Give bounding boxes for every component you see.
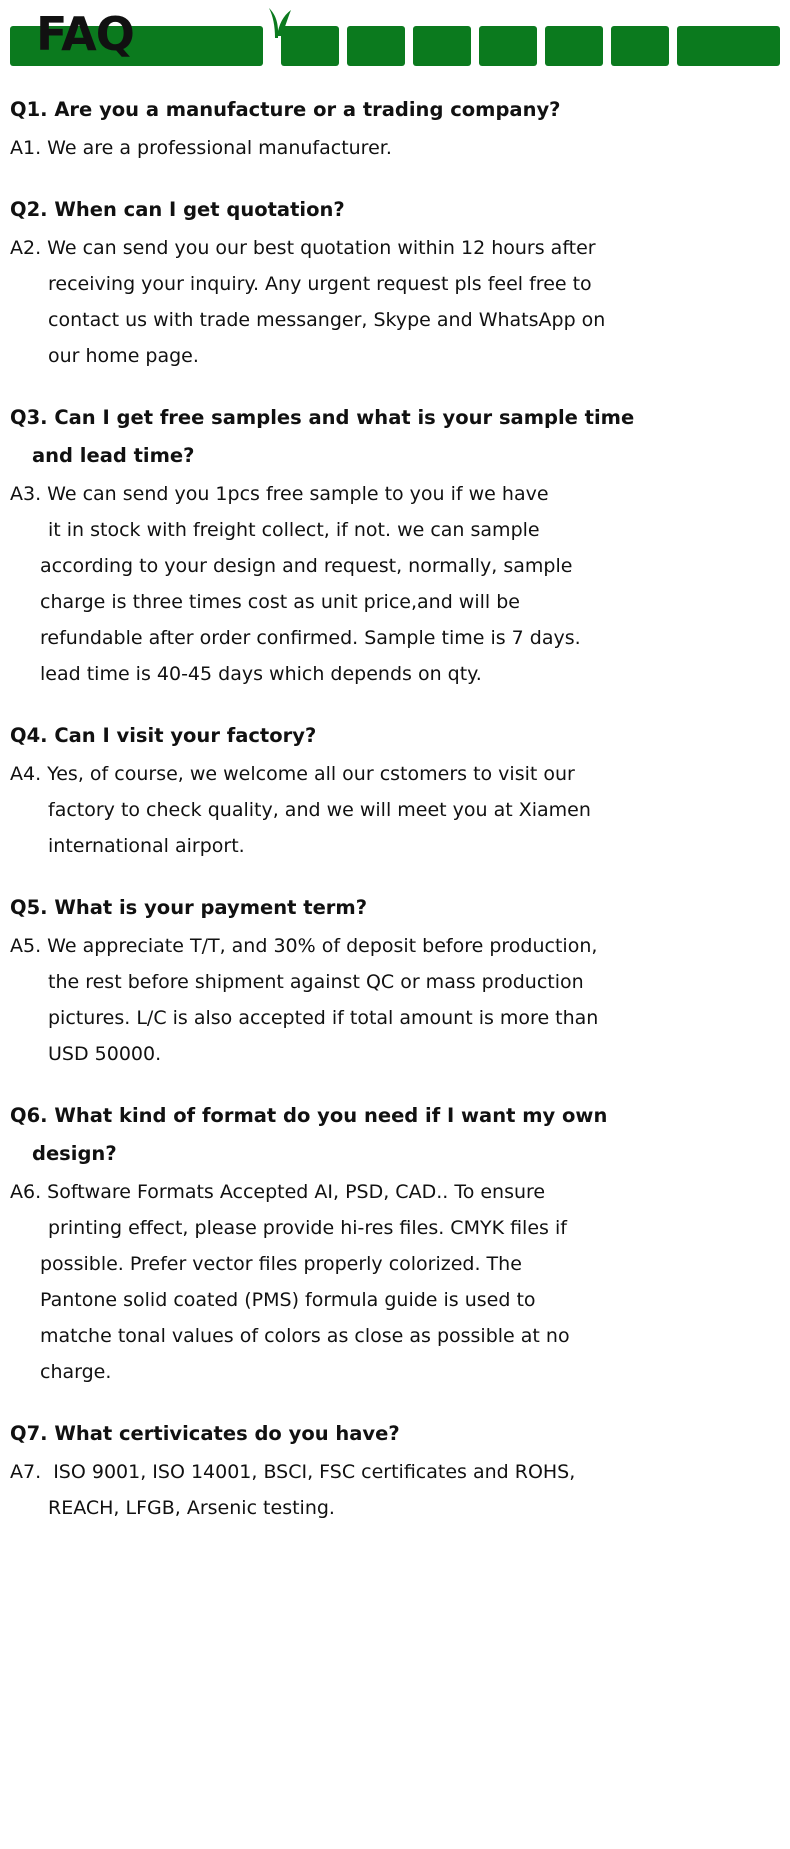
faq-question: Q5. What is your payment term? — [10, 896, 368, 919]
faq-answer-line: refundable after order confirmed. Sample time is 7 days. — [40, 627, 581, 649]
faq-item — [10, 718, 780, 864]
bamboo-segment — [479, 26, 537, 66]
faq-question: Q6. What kind of format do you need if I want my own — [10, 1104, 608, 1127]
faq-answer-line: it in stock with freight collect, if not. we can sample — [48, 519, 540, 541]
faq-question: Q1. Are you a manufacture or a trading company? — [10, 98, 561, 121]
faq-item — [10, 890, 780, 1072]
faq-answer-line: contact us with trade messanger, Skype and WhatsApp on — [48, 309, 606, 331]
faq-answer-line: pictures. L/C is also accepted if total amount is more than — [48, 1007, 599, 1029]
faq-answer-line: factory to check quality, and we will meet you at Xiamen — [48, 799, 591, 821]
page-title: FAQ — [36, 7, 134, 61]
faq-answer-line: our home page. — [48, 345, 199, 367]
faq-answer-line: lead time is 40-45 days which depends on qty. — [40, 663, 482, 685]
faq-question: Q2. When can I get quotation? — [10, 198, 345, 221]
faq-answer: A6. Software Formats Accepted AI, PSD, CAD.. To ensure — [10, 1181, 546, 1203]
bamboo-segment — [413, 26, 471, 66]
faq-item — [10, 192, 780, 374]
faq-question: Q3. Can I get free samples and what is your sample time — [10, 406, 635, 429]
faq-answer-line: according to your design and request, normally, sample — [40, 555, 573, 577]
bamboo-segment — [347, 26, 405, 66]
faq-answer-line: REACH, LFGB, Arsenic testing. — [48, 1497, 335, 1519]
faq-item — [10, 1098, 780, 1390]
faq-answer: A3. We can send you 1pcs free sample to you if we have — [10, 483, 549, 505]
faq-answer-line: possible. Prefer vector files properly colorized. The — [40, 1253, 522, 1275]
faq-answer-line: charge. — [40, 1361, 112, 1383]
faq-answer-line: matche tonal values of colors as close as possible at no — [40, 1325, 570, 1347]
faq-item — [10, 400, 780, 692]
faq-list — [0, 70, 790, 1556]
faq-answer-line: international airport. — [48, 835, 245, 857]
faq-answer: A2. We can send you our best quotation within 12 hours after — [10, 237, 596, 259]
faq-question-line: and lead time? — [32, 444, 195, 467]
faq-answer: A4. Yes, of course, we welcome all our cstomers to visit our — [10, 763, 575, 785]
faq-answer: A7. ISO 9001, ISO 14001, BSCI, FSC certificates and ROHS, — [10, 1461, 576, 1483]
faq-question-line: design? — [32, 1142, 117, 1165]
faq-header-banner — [0, 8, 790, 70]
faq-question: Q4. Can I visit your factory? — [10, 724, 317, 747]
bamboo-segment — [611, 26, 669, 66]
faq-answer-line: charge is three times cost as unit price,and will be — [40, 591, 520, 613]
faq-answer-line: USD 50000. — [48, 1043, 162, 1065]
bamboo-leaf-icon — [255, 8, 295, 38]
faq-answer-line: printing effect, please provide hi-res files. CMYK files if — [48, 1217, 567, 1239]
faq-answer: A5. We appreciate T/T, and 30% of deposit before production, — [10, 935, 598, 957]
faq-answer: A1. We are a professional manufacturer. — [10, 137, 392, 159]
faq-answer-line: Pantone solid coated (PMS) formula guide is used to — [40, 1289, 536, 1311]
bamboo-segment — [677, 26, 780, 66]
bamboo-segment — [545, 26, 603, 66]
faq-item — [10, 92, 780, 166]
faq-answer-line: the rest before shipment against QC or mass production — [48, 971, 584, 993]
faq-page — [0, 8, 790, 1849]
faq-item — [10, 1416, 780, 1526]
faq-question: Q7. What certivicates do you have? — [10, 1422, 400, 1445]
faq-answer-line: receiving your inquiry. Any urgent request pls feel free to — [48, 273, 592, 295]
